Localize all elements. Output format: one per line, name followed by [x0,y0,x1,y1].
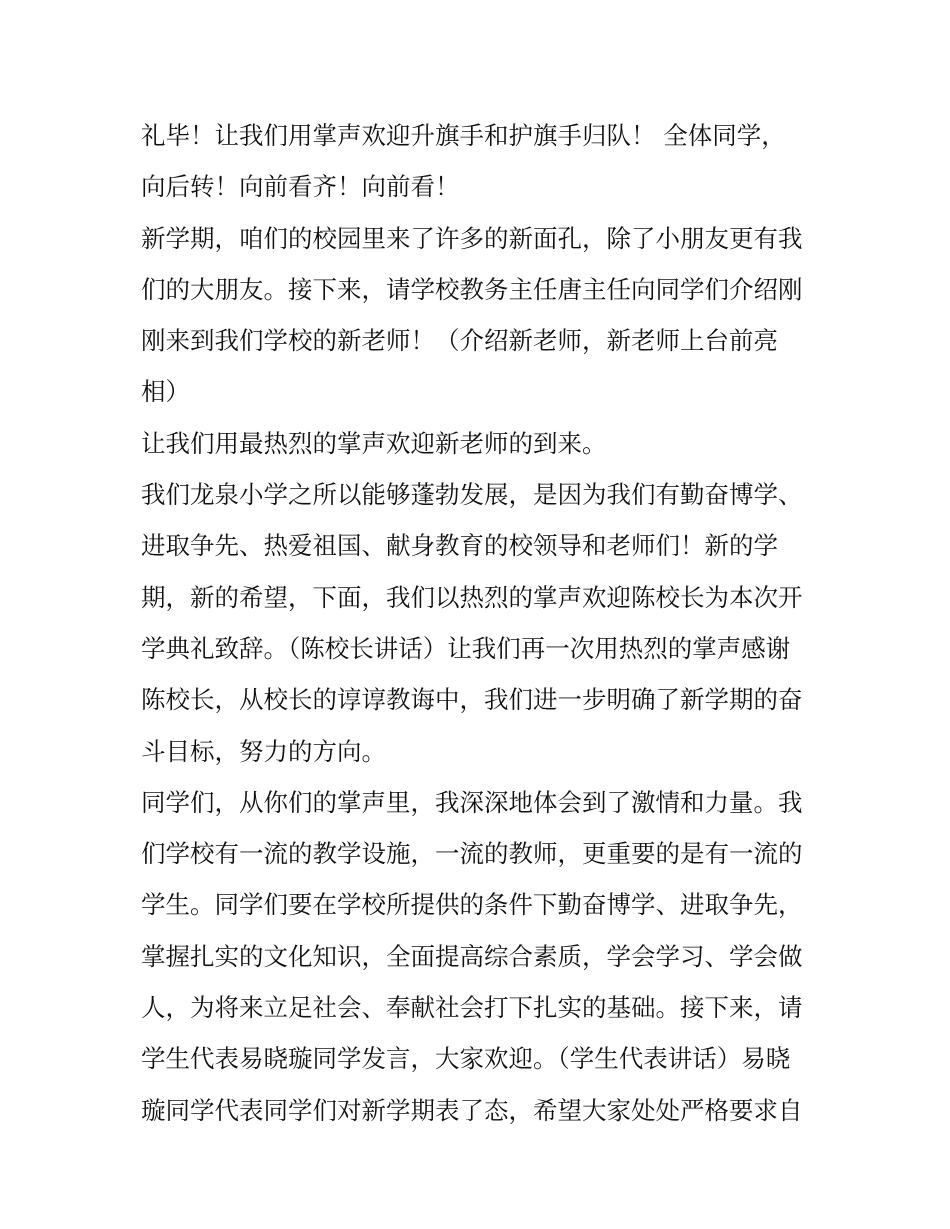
text-line: 让我们用最热烈的掌声欢迎新老师的到来。 [141,428,607,458]
text-line: 学典礼致辞。（陈校长讲话）让我们再一次用热烈的掌声感谢 [141,633,791,663]
text-line: 们的大朋友。接下来，请学校教务主任唐主任向同学们介绍刚 [141,274,803,304]
text-line: 同学们，从你们的掌声里，我深深地体会到了激情和力量。我 [141,787,803,817]
text-line: 们学校有一流的教学设施，一流的教师，更重要的是有一流的 [141,839,803,869]
text-line: 新学期，咱们的校园里来了许多的新面孔，除了小朋友更有我 [141,223,803,253]
text-line: 璇同学代表同学们对新学期表了态，希望大家处处严格要求自 [141,1095,803,1125]
text-line: 相） [141,377,190,407]
text-line: 人，为将来立足社会、奉献社会打下扎实的基础。接下来，请 [141,993,803,1023]
text-line: 掌握扎实的文化知识，全面提高综合素质，学会学习、学会做 [141,941,803,971]
text-line: 学生。同学们要在学校所提供的条件下勤奋博学、进取争先， [141,890,803,920]
text-line: 礼毕！让我们用掌声欢迎升旗手和护旗手归队！ 全体同学， [141,121,786,150]
text-line: 向后转！向前看齐！向前看！ [141,172,460,202]
document-body [141,110,815,1136]
text-line: 学生代表易晓璇同学发言，大家欢迎。（学生代表讲话）易晓 [141,1044,791,1074]
text-line: 期，新的希望，下面，我们以热烈的掌声欢迎陈校长为本次开 [141,582,803,612]
text-line: 陈校长，从校长的谆谆教诲中，我们进一步明确了新学期的奋 [141,685,803,715]
text-line: 进取争先、热爱祖国、献身教育的校领导和老师们！新的学 [141,531,778,561]
text-line: 刚来到我们学校的新老师！（介绍新老师，新老师上台前亮 [141,326,778,356]
text-line: 我们龙泉小学之所以能够蓬勃发展，是因为我们有勤奋博学、 [141,480,803,510]
text-line: 斗目标，努力的方向。 [141,736,386,766]
